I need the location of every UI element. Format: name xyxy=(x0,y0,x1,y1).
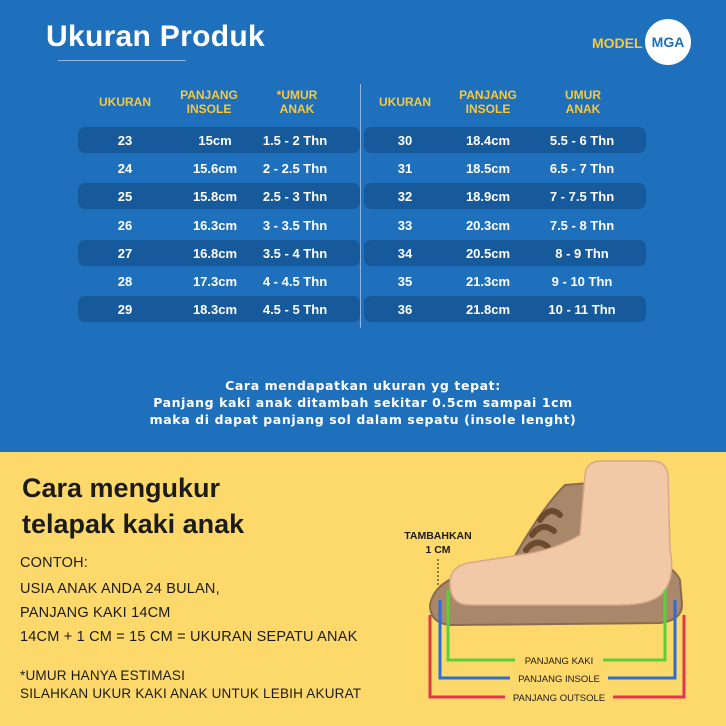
insole-cell-left: 17.3cm xyxy=(192,274,238,289)
age-cell-left: 1.5 - 2 Thn xyxy=(262,133,328,148)
foot-length-label: PANJANG KAKI xyxy=(524,656,594,667)
example-foot: PANJANG KAKI 14CM xyxy=(20,605,171,621)
header-ukuran-left: UKURAN xyxy=(99,95,151,109)
page-title: Ukuran Produk xyxy=(46,20,265,53)
insole-cell-left: 18.3cm xyxy=(192,302,238,318)
size-cell-left: 25 xyxy=(117,189,133,205)
age-cell-right: 7.5 - 8 Thn xyxy=(549,217,615,233)
size-cell-right: 32 xyxy=(397,189,413,205)
age-cell-right: 8 - 9 Thn xyxy=(555,245,609,261)
measure-title-line-1: Cara mengukur xyxy=(22,473,221,503)
size-cell-right: 33 xyxy=(397,217,413,233)
header-insole-right: PANJANG INSOLE xyxy=(459,88,517,116)
example-calc: 14CM + 1 CM = 15 CM = UKURAN SEPATU ANAK xyxy=(20,629,358,645)
age-cell-left: 3 - 3.5 Thn xyxy=(262,217,328,233)
insole-cell-left: 16.3cm xyxy=(192,217,238,233)
note-line-2: Panjang kaki anak ditambah sekitar 0.5cm sampai 1cm xyxy=(153,395,573,410)
size-cell-left: 27 xyxy=(117,245,133,261)
size-cell-right: 36 xyxy=(397,302,413,318)
insole-cell-left: 15.8cm xyxy=(192,189,238,205)
note-line-3: maka di dapat panjang sol dalam sepatu (insole lenght) xyxy=(149,412,577,427)
header-ukuran-right: UKURAN xyxy=(379,95,431,109)
note-line-1: Cara mendapatkan ukuran yg tepat: xyxy=(225,378,501,393)
age-cell-right: 10 - 11 Thn xyxy=(548,302,616,318)
example-label: CONTOH: xyxy=(20,555,88,571)
insole-cell-right: 21.8cm xyxy=(465,302,511,318)
insole-cell-left: 16.8cm xyxy=(192,245,238,261)
size-cell-right: 31 xyxy=(397,161,413,177)
model-badge: MGA xyxy=(645,19,691,65)
age-cell-left: 4.5 - 5 Thn xyxy=(262,302,328,318)
sizing-note xyxy=(0,377,726,428)
header-insole-left: PANJANG INSOLE xyxy=(180,88,238,116)
measure-title xyxy=(22,470,244,542)
insole-length-label: PANJANG INSOLE xyxy=(518,674,600,685)
insole-cell-right: 20.5cm xyxy=(465,245,511,261)
age-cell-right: 7 - 7.5 Thn xyxy=(549,189,615,205)
disclaimer-line-1: *UMUR HANYA ESTIMASI xyxy=(20,668,186,683)
size-cell-left: 29 xyxy=(117,302,133,318)
size-cell-left: 26 xyxy=(117,217,133,233)
foot-measure-diagram xyxy=(390,455,720,721)
example-age: USIA ANAK ANDA 24 BULAN, xyxy=(20,581,220,597)
size-cell-left: 23 xyxy=(117,133,133,148)
insole-cell-right: 18.9cm xyxy=(465,189,511,205)
age-cell-left: 3.5 - 4 Thn xyxy=(262,245,328,261)
insole-cell-right: 18.4cm xyxy=(465,133,511,148)
model-label: MODEL xyxy=(592,35,643,51)
insole-cell-right: 18.5cm xyxy=(465,161,511,177)
insole-cell-right: 20.3cm xyxy=(465,217,511,233)
age-cell-left: 2.5 - 3 Thn xyxy=(262,189,328,205)
age-cell-left: 4 - 4.5 Thn xyxy=(262,274,328,289)
size-cell-right: 35 xyxy=(397,274,413,289)
size-cell-right: 34 xyxy=(397,245,413,261)
age-cell-left: 2 - 2.5 Thn xyxy=(262,161,328,177)
add-label-1: TAMBAHKAN xyxy=(404,530,472,542)
insole-cell-left: 15.6cm xyxy=(192,161,238,177)
outsole-length-label: PANJANG OUTSOLE xyxy=(512,693,606,704)
add-label-2: 1 CM xyxy=(425,544,451,556)
insole-cell-right: 21.3cm xyxy=(465,274,511,289)
size-cell-right: 30 xyxy=(397,133,413,148)
table-divider xyxy=(360,84,361,328)
age-cell-right: 5.5 - 6 Thn xyxy=(549,133,615,148)
title-underline xyxy=(58,60,186,61)
disclaimer-line-2: SILAHKAN UKUR KAKI ANAK UNTUK LEBIH AKURAT xyxy=(20,686,362,701)
header-umur-right: UMUR ANAK xyxy=(565,88,601,116)
size-cell-left: 24 xyxy=(117,161,133,177)
age-cell-right: 9 - 10 Thn xyxy=(551,274,613,289)
header-umur-left: *UMUR ANAK xyxy=(276,88,318,116)
insole-cell-left: 15cm xyxy=(198,133,232,148)
measure-title-line-2: telapak kaki anak xyxy=(22,509,245,539)
size-cell-left: 28 xyxy=(117,274,133,289)
age-cell-right: 6.5 - 7 Thn xyxy=(549,161,615,177)
